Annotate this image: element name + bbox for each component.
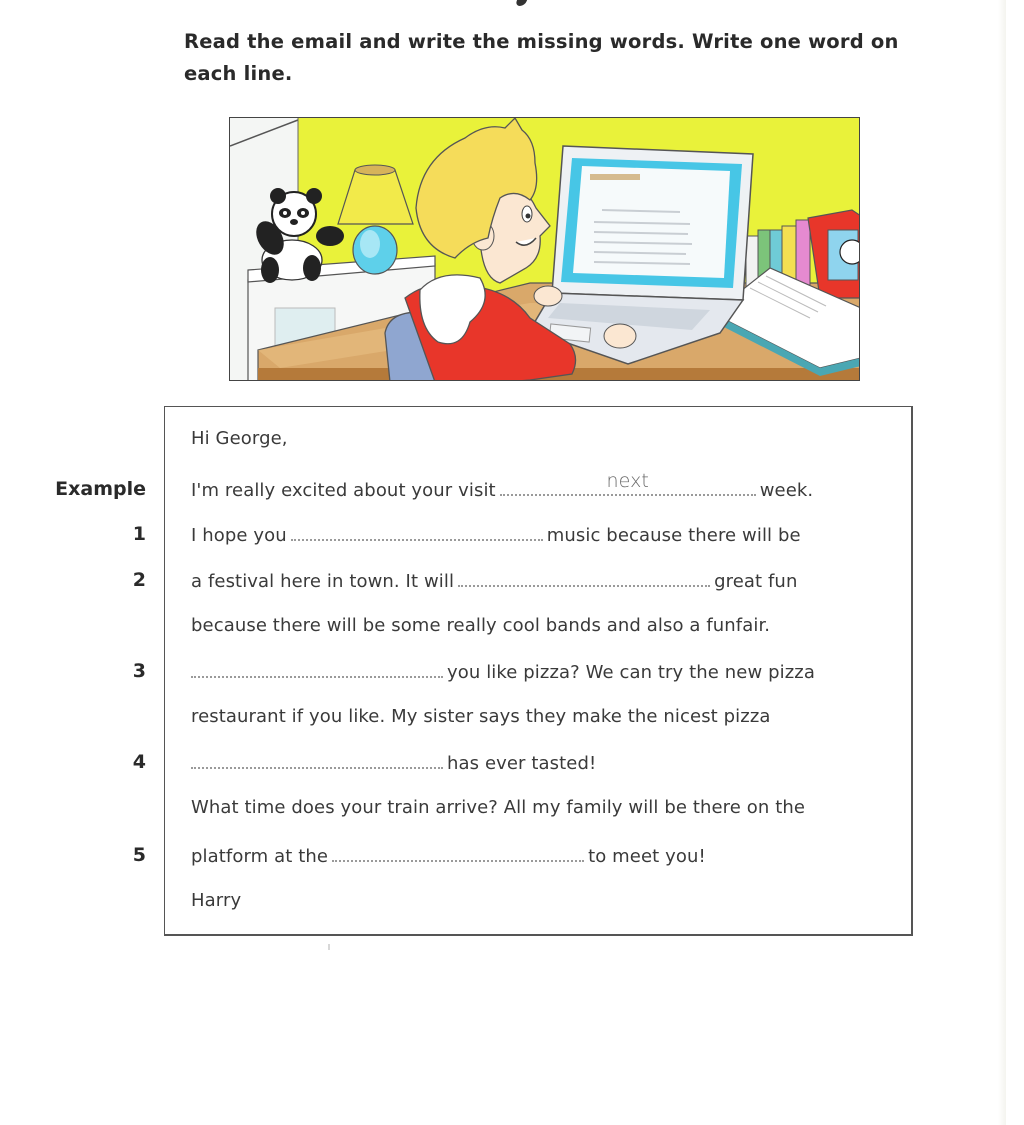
email-signoff: Harry bbox=[191, 890, 242, 911]
email-line-3 bbox=[191, 660, 815, 683]
answer-blank-1[interactable] bbox=[291, 523, 543, 541]
answer-blank-3[interactable] bbox=[191, 660, 443, 678]
question-label-1: 1 bbox=[132, 523, 146, 545]
email-line-4 bbox=[191, 751, 596, 774]
question-label-example: Example bbox=[55, 478, 146, 500]
scan-mark bbox=[328, 944, 330, 950]
line-text-after: to meet you! bbox=[588, 846, 706, 867]
question-label-2: 2 bbox=[132, 569, 146, 591]
email-line-continuation-2: restaurant if you like. My sister says they make the nicest pizza bbox=[191, 706, 771, 727]
answer-blank-4[interactable] bbox=[191, 751, 443, 769]
line-text-after: music because there will be bbox=[546, 525, 801, 546]
line-text-before: platform at the bbox=[191, 846, 329, 867]
question-label-4: 4 bbox=[132, 751, 146, 773]
line-text-after: has ever tasted! bbox=[447, 753, 597, 774]
line-text-after: you like pizza? We can try the new pizza bbox=[447, 662, 815, 683]
email-line-5 bbox=[191, 844, 706, 867]
question-label-3: 3 bbox=[132, 660, 146, 682]
line-text-after: week. bbox=[759, 480, 814, 501]
answer-blank-5[interactable] bbox=[332, 844, 584, 862]
line-text-after: great fun bbox=[714, 571, 798, 592]
email-line-example bbox=[191, 470, 814, 501]
email-line-2 bbox=[191, 569, 797, 592]
question-label-5: 5 bbox=[132, 844, 146, 866]
illustration-boy-at-laptop bbox=[229, 117, 860, 381]
example-answer-blank bbox=[500, 470, 756, 496]
line-text-before: I'm really excited about your visit bbox=[191, 480, 496, 501]
line-text-before: I hope you bbox=[191, 525, 287, 546]
email-line-continuation-1: because there will be some really cool bands and also a funfair. bbox=[191, 615, 771, 636]
page-edge-shadow bbox=[998, 0, 1006, 1125]
instructions-text: Read the email and write the missing words. Write one word on each line. bbox=[184, 30, 899, 85]
email-line-1 bbox=[191, 523, 801, 546]
line-text-before: a festival here in town. It will bbox=[191, 571, 455, 592]
clipped-heading-fragment bbox=[515, 0, 527, 6]
answer-blank-2[interactable] bbox=[458, 569, 710, 587]
email-greeting: Hi George, bbox=[191, 428, 288, 449]
email-line-continuation-3: What time does your train arrive? All my family will be there on the bbox=[191, 797, 806, 818]
example-answer: next bbox=[606, 470, 649, 492]
